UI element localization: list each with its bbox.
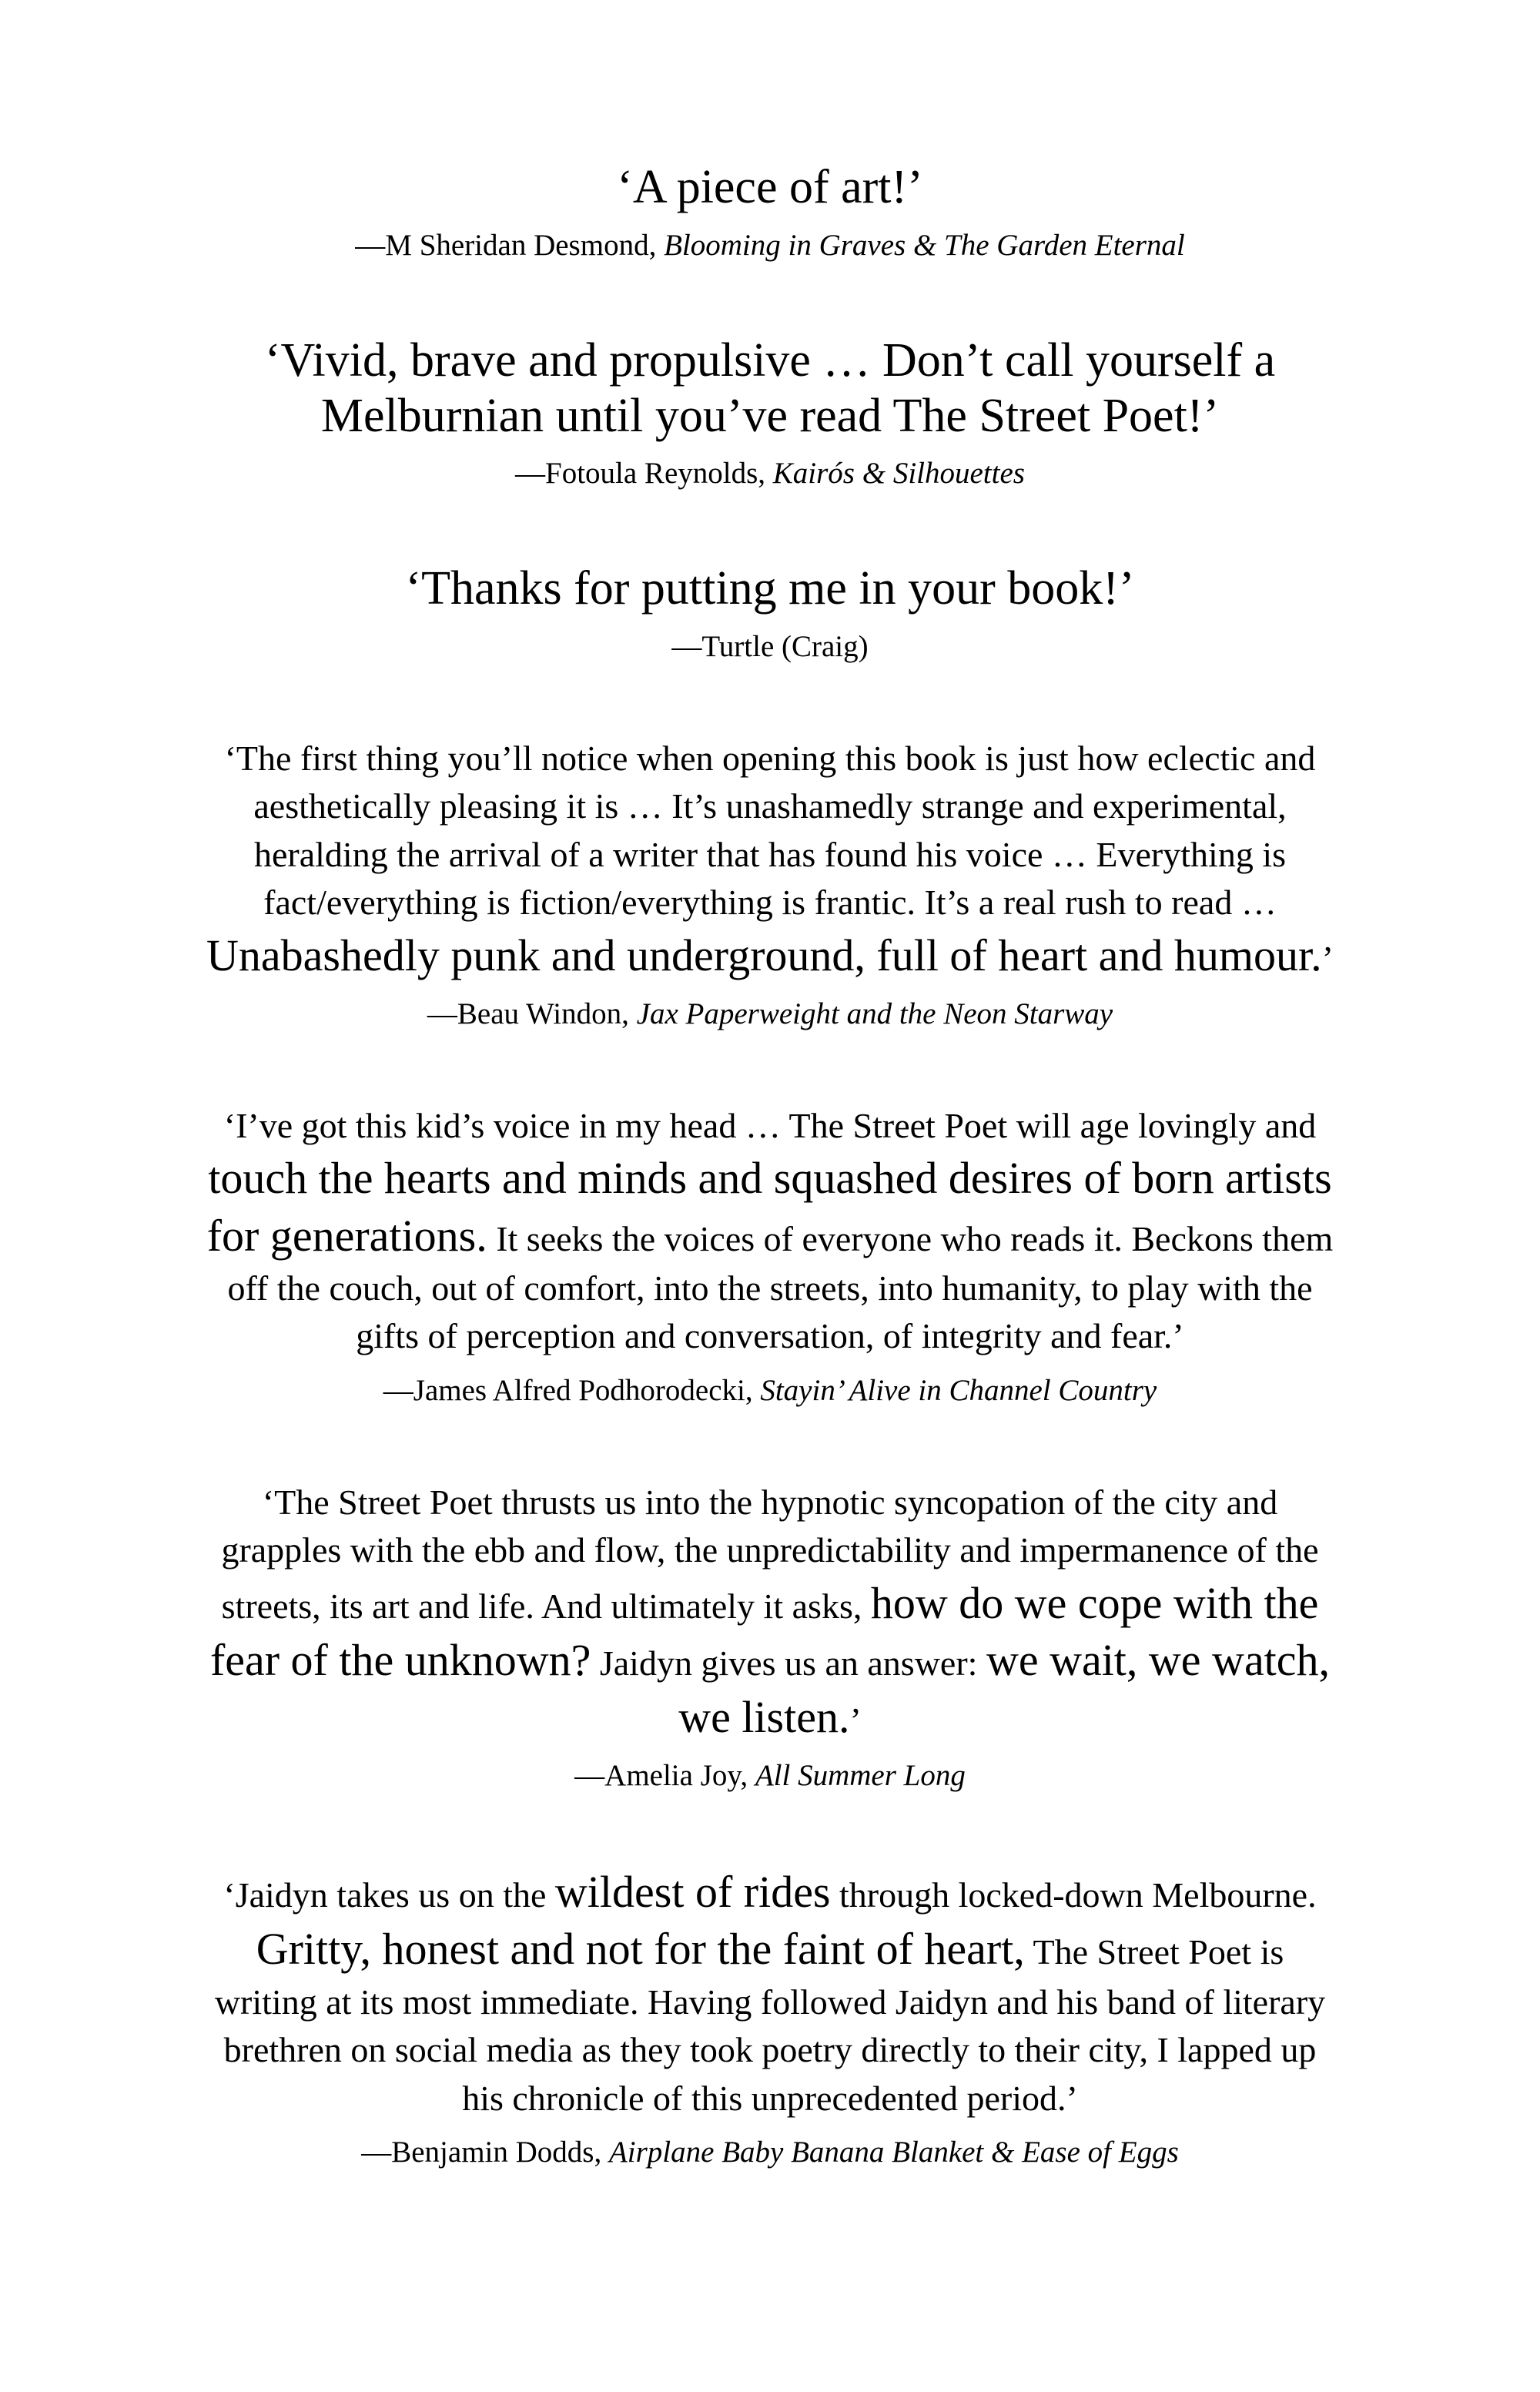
attribution-line <box>204 454 1336 494</box>
quote-run: ‘I’ve got this kid’s voice in my head … The Street Poet will age lovingly and <box>223 1105 1317 1145</box>
quote-run: through locked-down Melbourne. <box>830 1875 1317 1915</box>
quote-run: ‘A piece of art!’ <box>617 161 923 213</box>
quote-text <box>204 1864 1336 2122</box>
review-block <box>204 1864 1336 2173</box>
quote-text <box>204 160 1336 216</box>
quote-text <box>204 561 1336 617</box>
attribution-line <box>204 1757 1336 1796</box>
attribution-line <box>204 1372 1336 1411</box>
attribution-book-title: Jax Paperweight and the Neon Starway <box>636 997 1113 1031</box>
quote-run: touch the hearts and minds and squashed desires of born artists for generations. <box>206 1153 1332 1261</box>
quote-run: ’ <box>1321 938 1334 978</box>
praise-page-content <box>204 0 1336 2173</box>
review-block <box>204 333 1336 494</box>
attribution-book-title: Stayin’ Alive in Channel Country <box>760 1373 1157 1407</box>
attribution-author: —M Sheridan Desmond, <box>355 228 665 262</box>
attribution-author: —Amelia Joy, <box>574 1759 755 1793</box>
quote-run: we wait, we watch, we listen. <box>678 1634 1331 1743</box>
review-block <box>204 561 1336 667</box>
quote-text <box>204 333 1336 444</box>
review-block <box>204 160 1336 266</box>
quote-run: Gritty, honest and not for the faint of heart, <box>256 1924 1025 1975</box>
attribution-line <box>204 2133 1336 2173</box>
quote-run: wildest of rides <box>554 1867 831 1918</box>
attribution-author: —Turtle (Craig) <box>671 630 869 663</box>
attribution-book-title: Airplane Baby Banana Blanket & Ease of Eggs <box>608 2136 1179 2169</box>
review-block <box>204 735 1336 1034</box>
attribution-book-title: Blooming in Graves & The Garden Eternal <box>664 228 1185 262</box>
quote-text <box>204 1479 1336 1747</box>
attribution-author: —Benjamin Dodds, <box>361 2136 609 2169</box>
attribution-book-title: Kairós & Silhouettes <box>772 457 1025 491</box>
quote-run: ‘The Street Poet thrusts us into the hypnotic syncopation of the city and grapples with the ebb and flow, the unpredictability and impermanence of the streets, its art and life. And ultimately it asks, <box>221 1482 1319 1626</box>
attribution-author: —Beau Windon, <box>427 997 637 1031</box>
attribution-line <box>204 995 1336 1034</box>
quote-run: Unabashedly punk and underground, full of heart and humour. <box>206 930 1322 980</box>
quote-run: ‘Vivid, brave and propulsive … Don’t call yourself a Melburnian until you’ve read The Street Poet!’ <box>264 333 1276 442</box>
review-block <box>204 1102 1336 1411</box>
quote-run: The Street Poet is writing at its most immediate. Having followed Jaidyn and his band of literary brethren on social media as they took poetry directly to their city, I lapped up his chronicle of this unprecedented period.’ <box>214 1932 1326 2118</box>
attribution-book-title: All Summer Long <box>755 1759 966 1793</box>
quote-run: ‘Jaidyn takes us on the <box>223 1875 555 1915</box>
quote-run: ‘The first thing you’ll notice when opening this book is just how eclectic and aesthetically pleasing it is … It’s unashamedly strange and experimental, heralding the arrival of a writer that has found his voice … Everything is fact/everything is fiction/everything is frantic. It’s a real rush to read … <box>224 738 1316 923</box>
quote-run: It seeks the voices of everyone who reads it. Beckons them off the couch, out of comfort, into the streets, into humanity, to play with the gifts of perception and conversation, of integrity and fear.’ <box>227 1218 1334 1356</box>
quote-run: ’ <box>849 1700 862 1740</box>
review-block <box>204 1479 1336 1796</box>
attribution-line <box>204 628 1336 667</box>
quote-run: ‘Thanks for putting me in your book!’ <box>405 562 1135 615</box>
quote-text <box>204 735 1336 984</box>
quote-run: how do we cope with the fear of the unknown? <box>209 1577 1319 1685</box>
quote-text <box>204 1102 1336 1361</box>
reviews-container <box>204 160 1336 2173</box>
attribution-author: —James Alfred Podhorodecki, <box>383 1373 761 1407</box>
attribution-author: —Fotoula Reynolds, <box>515 457 773 491</box>
quote-run: Jaidyn gives us an answer: <box>591 1643 986 1683</box>
attribution-line <box>204 226 1336 266</box>
